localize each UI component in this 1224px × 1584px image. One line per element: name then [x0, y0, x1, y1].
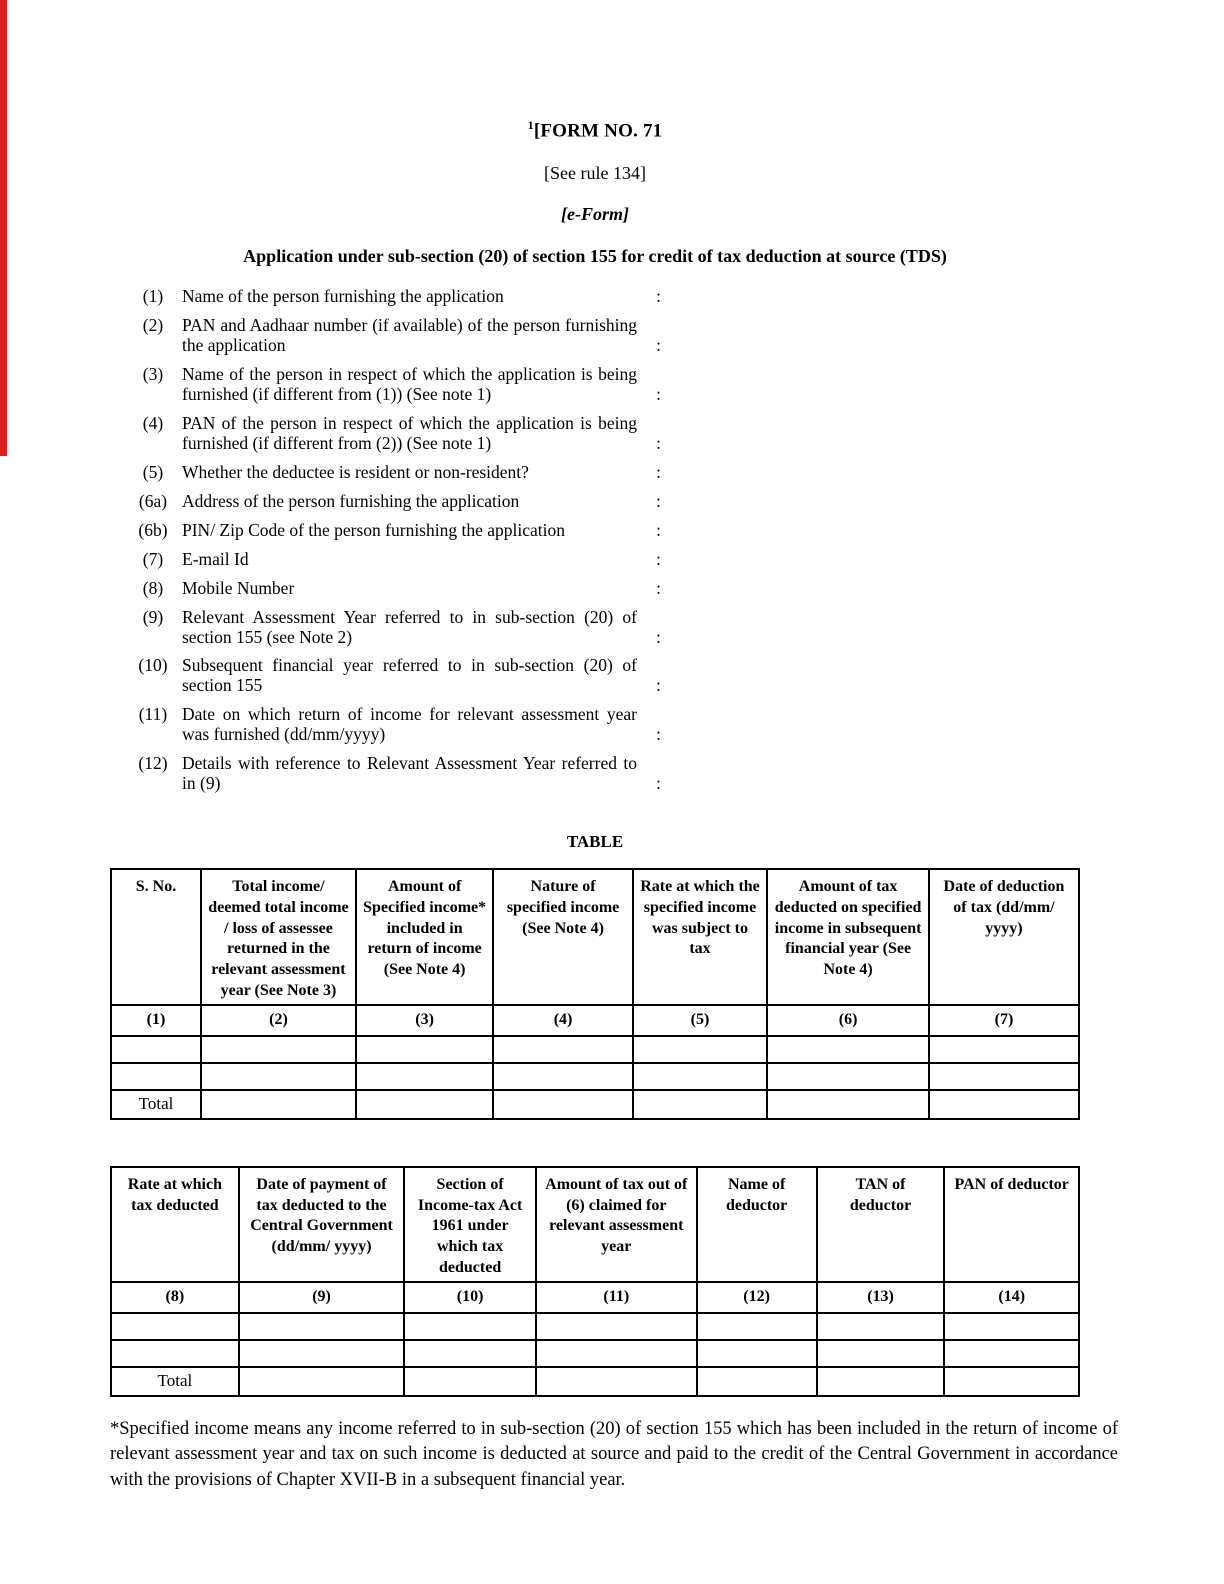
- item-label: Subsequent financial year referred to in sub-section (20) of section 155: [182, 655, 637, 696]
- item-number: (10): [138, 655, 168, 676]
- table2-header-deductor-pan: PAN of deductor: [944, 1167, 1079, 1282]
- table2-header-section: Section of Income-tax Act 1961 under which tax deducted: [404, 1167, 536, 1282]
- form-number-text: [FORM NO. 71: [533, 120, 663, 142]
- form-item-6b: [124, 521, 1080, 541]
- form-item-1: [124, 287, 1080, 307]
- empty-cell: [536, 1367, 697, 1396]
- item-label: Mobile Number: [182, 577, 295, 598]
- item-label: Relevant Assessment Year referred to in sub-section (20) of section 155 (see Note 2): [182, 606, 637, 647]
- col-number: (14): [944, 1282, 1079, 1313]
- form-item-5: [124, 463, 1080, 483]
- empty-cell: [239, 1340, 405, 1367]
- item-label: PIN/ Zip Code of the person furnishing the application: [182, 519, 565, 540]
- empty-cell: [767, 1090, 929, 1119]
- table1-header-sno: S. No.: [111, 869, 201, 1005]
- table1-total-row: [111, 1090, 1079, 1119]
- item-label: PAN of the person in respect of which the application is being furnished (if different from (2)) (See note 1): [182, 413, 637, 453]
- item-number: (6a): [138, 490, 168, 511]
- col-number: (12): [697, 1282, 817, 1313]
- item-colon: :: [656, 432, 661, 453]
- item-colon: :: [656, 461, 661, 482]
- item-label: Name of the person in respect of which the application is being furnished (if different from (1)) (See note 1): [182, 364, 637, 405]
- form-item-4: [124, 414, 1080, 454]
- table2-header-date-payment: Date of payment of tax deducted to the Central Government (dd/mm/ yyyy): [239, 1167, 405, 1282]
- tds-table-part2: [110, 1166, 1080, 1397]
- empty-cell: [356, 1036, 493, 1063]
- col-number: (2): [201, 1005, 356, 1036]
- empty-cell: [111, 1313, 239, 1340]
- table1-header-rate: Rate at which the specified income was subject to tax: [633, 869, 768, 1005]
- item-colon: :: [656, 490, 661, 511]
- empty-cell: [944, 1367, 1079, 1396]
- table2-total-row: [111, 1367, 1079, 1396]
- empty-cell: [944, 1313, 1079, 1340]
- table2-colnum-row: [111, 1282, 1079, 1313]
- table1-header-tax-deducted: Amount of tax deducted on specified income in subsequent financial year (See Note 4): [767, 869, 929, 1005]
- table1-header-row: [111, 869, 1079, 1005]
- item-colon: :: [656, 519, 661, 540]
- empty-cell: [111, 1063, 201, 1090]
- empty-cell: [929, 1090, 1079, 1119]
- application-title: Application under sub-section (20) of section 155 for credit of tax deduction at source (TDS): [243, 246, 947, 267]
- table1-colnum-row: [111, 1005, 1079, 1036]
- item-label: Details with reference to Relevant Assessment Year referred to in (9): [182, 753, 637, 794]
- col-number: (7): [929, 1005, 1079, 1036]
- item-label: Address of the person furnishing the application: [182, 490, 520, 511]
- empty-cell: [356, 1063, 493, 1090]
- empty-cell: [493, 1063, 632, 1090]
- col-number: (9): [239, 1282, 405, 1313]
- empty-cell: [817, 1313, 945, 1340]
- table2-header-rate: Rate at which tax deducted: [111, 1167, 239, 1282]
- rule-reference: [See rule 134]: [544, 163, 646, 184]
- specified-income-footnote: *Specified income means any income referred to in sub-section (20) of section 155 which has been included in the return of income of relevant assessment year and tax on such income is deducted at source and paid to the credit of the Central Government in accordance with the provisions of Chapter XVII-B in a subsequent financial year.: [110, 1418, 1118, 1490]
- col-number: (4): [493, 1005, 632, 1036]
- item-label: Whether the deductee is resident or non-resident?: [182, 461, 529, 482]
- empty-cell: [697, 1340, 817, 1367]
- item-number: (1): [142, 286, 164, 307]
- table1-header-total-income: Total income/ deemed total income / loss of assessee returned in the relevant assessment year (See Note 3): [201, 869, 356, 1005]
- table2-header-row: [111, 1167, 1079, 1282]
- col-number: (3): [356, 1005, 493, 1036]
- empty-cell: [493, 1036, 632, 1063]
- table1-data-row: [111, 1036, 1079, 1063]
- page-edge-red-marker: [0, 0, 7, 456]
- table1-data-row: [111, 1063, 1079, 1090]
- col-number: (6): [767, 1005, 929, 1036]
- table-caption: TABLE: [566, 832, 624, 852]
- form-item-9: [124, 608, 1080, 648]
- form-number-heading: [110, 118, 1080, 142]
- empty-cell: [633, 1036, 768, 1063]
- item-colon: :: [656, 675, 661, 696]
- empty-cell: [239, 1313, 405, 1340]
- item-colon: :: [656, 286, 661, 307]
- item-label: PAN and Aadhaar number (if available) of the person furnishing the application: [182, 315, 637, 356]
- item-number: (4): [142, 413, 164, 434]
- item-number: (9): [142, 606, 164, 627]
- empty-cell: [201, 1036, 356, 1063]
- item-colon: :: [656, 577, 661, 598]
- item-number: (5): [142, 461, 164, 482]
- total-label: Total: [111, 1090, 201, 1119]
- empty-cell: [817, 1340, 945, 1367]
- empty-cell: [201, 1063, 356, 1090]
- form-item-2: [124, 316, 1080, 356]
- tds-table-part1: [110, 868, 1080, 1120]
- item-colon: :: [656, 626, 661, 647]
- item-colon: :: [656, 548, 661, 569]
- form-item-12: [124, 754, 1080, 794]
- empty-cell: [697, 1367, 817, 1396]
- form-item-7: [124, 550, 1080, 570]
- empty-cell: [404, 1313, 536, 1340]
- form-item-10: [124, 656, 1080, 696]
- item-colon: :: [656, 335, 661, 356]
- item-number: (2): [142, 315, 164, 336]
- item-number: (7): [142, 548, 164, 569]
- item-number: (11): [138, 704, 168, 725]
- col-number: (5): [633, 1005, 768, 1036]
- table2-header-amount-claimed: Amount of tax out of (6) claimed for relevant assessment year: [536, 1167, 697, 1282]
- col-number: (10): [404, 1282, 536, 1313]
- empty-cell: [356, 1090, 493, 1119]
- empty-cell: [767, 1063, 929, 1090]
- empty-cell: [239, 1367, 405, 1396]
- eform-label: [e-Form]: [561, 204, 629, 225]
- empty-cell: [929, 1036, 1079, 1063]
- table1-header-date-deduction: Date of deduction of tax (dd/mm/ yyyy): [929, 869, 1079, 1005]
- table2-header-deductor-tan: TAN of deductor: [817, 1167, 945, 1282]
- empty-cell: [929, 1063, 1079, 1090]
- table2-data-row: [111, 1340, 1079, 1367]
- item-number: (8): [142, 577, 164, 598]
- table1-header-nature: Nature of specified income (See Note 4): [493, 869, 632, 1005]
- item-colon: :: [656, 773, 661, 794]
- item-number: (3): [142, 364, 164, 385]
- item-label: Date on which return of income for relevant assessment year was furnished (dd/mm/yyyy): [182, 704, 637, 745]
- col-number: (1): [111, 1005, 201, 1036]
- empty-cell: [633, 1090, 768, 1119]
- form-item-6a: [124, 492, 1080, 512]
- item-number: (12): [138, 753, 168, 774]
- item-colon: :: [656, 384, 661, 405]
- col-number: (11): [536, 1282, 697, 1313]
- form-item-3: [124, 365, 1080, 405]
- empty-cell: [767, 1036, 929, 1063]
- empty-cell: [404, 1367, 536, 1396]
- form-items-list: [110, 287, 1080, 794]
- empty-cell: [944, 1340, 1079, 1367]
- item-label: E-mail Id: [182, 548, 249, 569]
- empty-cell: [697, 1313, 817, 1340]
- table2-header-deductor-name: Name of deductor: [697, 1167, 817, 1282]
- form-item-8: [124, 579, 1080, 599]
- form-superscript: 1: [527, 118, 534, 132]
- col-number: (13): [817, 1282, 945, 1313]
- item-colon: :: [656, 724, 661, 745]
- empty-cell: [111, 1036, 201, 1063]
- table1-header-specified-income: Amount of Specified income* included in return of income (See Note 4): [356, 869, 493, 1005]
- empty-cell: [536, 1313, 697, 1340]
- col-number: (8): [111, 1282, 239, 1313]
- table2-data-row: [111, 1313, 1079, 1340]
- total-label: Total: [111, 1367, 239, 1396]
- empty-cell: [493, 1090, 632, 1119]
- empty-cell: [404, 1340, 536, 1367]
- item-number: (6b): [138, 519, 168, 540]
- empty-cell: [536, 1340, 697, 1367]
- empty-cell: [633, 1063, 768, 1090]
- empty-cell: [201, 1090, 356, 1119]
- item-label: Name of the person furnishing the application: [182, 286, 504, 307]
- empty-cell: [817, 1367, 945, 1396]
- form-item-11: [124, 705, 1080, 745]
- empty-cell: [111, 1340, 239, 1367]
